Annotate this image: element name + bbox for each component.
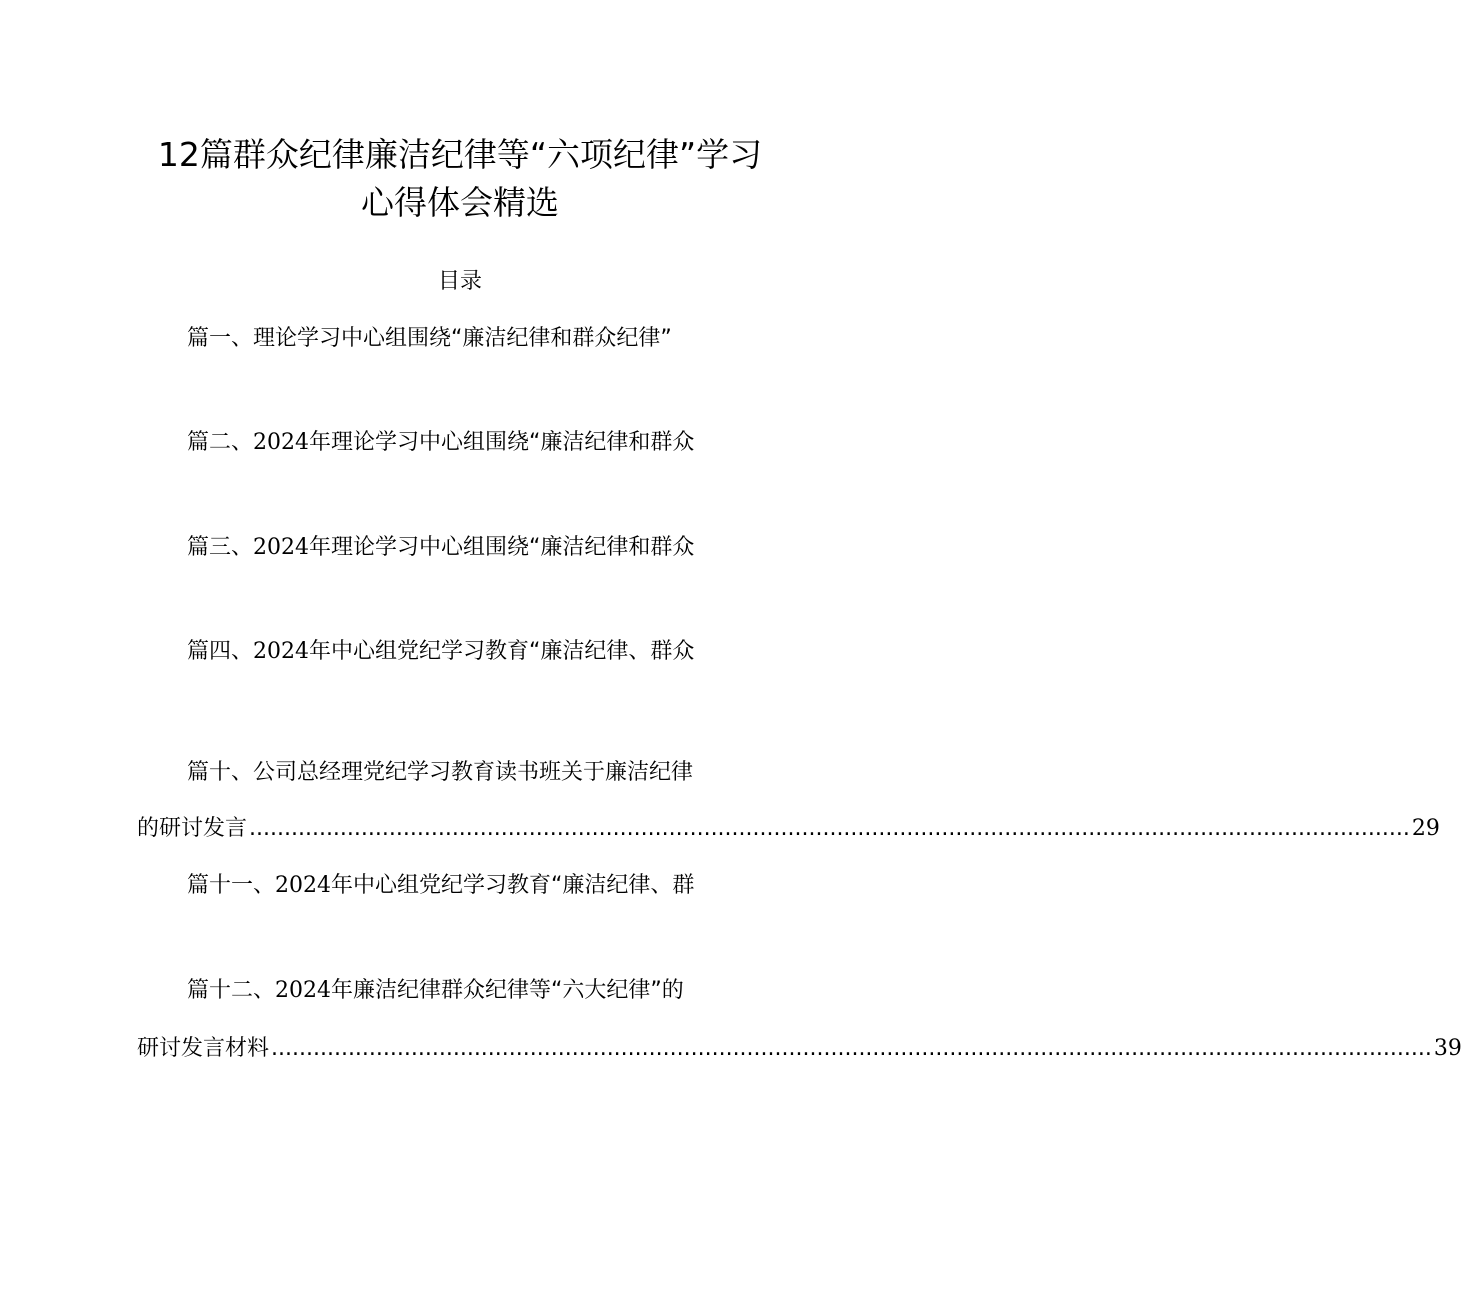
toc-entry-10-text: 篇十、公司总经理党纪学习教育读书班关于廉洁纪律 — [187, 760, 694, 785]
toc-entry-2-text: 年理论学习中心组围绕“廉洁纪律和群众 — [309, 430, 695, 455]
toc-entry-11-text: 年中心组党纪学习教育“廉洁纪律、群 — [331, 873, 695, 898]
toc-entry-12-prefix: 篇十二、 — [187, 978, 276, 1003]
toc-entry-12-continuation: 研讨发言材料 — [137, 1036, 270, 1061]
toc-entry-3-text: 年理论学习中心组围绕“廉洁纪律和群众 — [309, 535, 695, 560]
toc-entry-2-year: 2024 — [253, 430, 310, 455]
toc-entry-12-text: 年廉洁纪律群众纪律等“六大纪律”的 — [331, 978, 684, 1003]
toc-entry-3[interactable] — [187, 532, 694, 564]
toc-entry-10-dot-leader: ...................................................................................................................................................................... — [249, 816, 1410, 841]
toc-entry-2[interactable] — [187, 427, 694, 459]
toc-entry-12[interactable] — [187, 975, 684, 1007]
toc-entry-11[interactable] — [187, 870, 694, 902]
toc-entry-12-year: 2024 — [275, 978, 332, 1003]
toc-entry-1-text: 篇一、理论学习中心组围绕“廉洁纪律和群众纪律” — [187, 326, 672, 351]
toc-entry-4[interactable] — [187, 636, 694, 668]
toc-entry-3-prefix: 篇三、 — [187, 535, 254, 560]
toc-entry-10-leader-line[interactable] — [137, 813, 1440, 845]
toc-entry-4-year: 2024 — [253, 639, 310, 664]
toc-entry-4-text: 年中心组党纪学习教育“廉洁纪律、群众 — [309, 639, 695, 664]
toc-entry-11-prefix: 篇十一、 — [187, 873, 276, 898]
toc-entry-12-leader-line[interactable] — [137, 1033, 1462, 1065]
toc-entry-2-prefix: 篇二、 — [187, 430, 254, 455]
toc-entry-12-dot-leader: ...................................................................................................................................................................... — [271, 1036, 1432, 1061]
toc-entry-3-year: 2024 — [253, 535, 310, 560]
toc-entry-11-year: 2024 — [275, 873, 332, 898]
toc-entry-4-prefix: 篇四、 — [187, 639, 254, 664]
toc-entry-1[interactable] — [187, 323, 672, 355]
toc-heading: 目录 — [437, 269, 482, 294]
toc-entry-12-page-number: 39 — [1433, 1036, 1462, 1061]
toc-entry-10[interactable] — [187, 757, 693, 789]
toc-entry-10-page-number: 29 — [1411, 816, 1440, 841]
toc-entry-10-continuation: 的研讨发言 — [137, 816, 248, 841]
document-title-line-1: 12篇群众纪律廉洁纪律等“六项纪律”学习 — [157, 135, 763, 174]
document-title-line-2: 心得体会精选 — [361, 183, 559, 222]
